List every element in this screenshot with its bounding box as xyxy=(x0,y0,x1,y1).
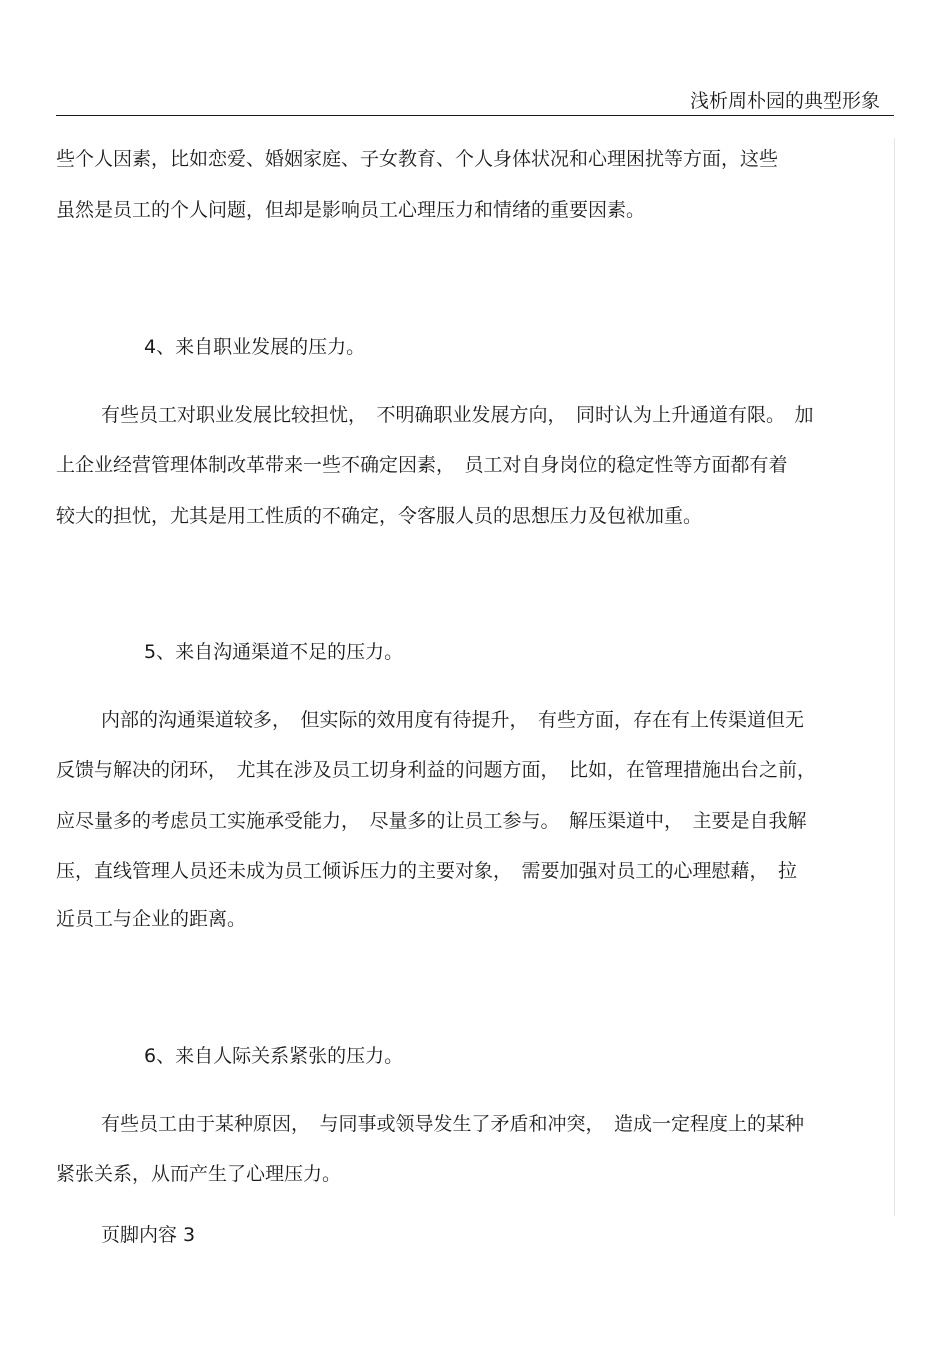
page-footer: 页脚内容 3 xyxy=(101,1224,196,1246)
text-line: 紧张关系，从而产生了心理压力。 xyxy=(56,1163,342,1185)
header-rule xyxy=(56,115,894,116)
text-line: 上企业经营管理体制改革带来一些不确定因素， 员工对自身岗位的稳定性等方面都有着 xyxy=(56,454,788,476)
text-line: 有些员工由于某种原因， 与同事或领导发生了矛盾和冲突， 造成一定程度上的某种 xyxy=(101,1113,805,1135)
text-line: 较大的担忧，尤其是用工性质的不确定，令客服人员的思想压力及包袱加重。 xyxy=(56,505,703,527)
text-line: 近员工与企业的距离。 xyxy=(56,908,247,930)
text-line: 虽然是员工的个人问题，但却是影响员工心理压力和情绪的重要因素。 xyxy=(56,199,646,221)
side-rule xyxy=(894,138,895,1216)
text-line: 内部的沟通渠道较多， 但实际的效用度有待提升， 有些方面，存在有上传渠道但无 xyxy=(101,709,805,731)
text-line: 有些员工对职业发展比较担忧， 不明确职业发展方向， 同时认为上升通道有限。 加 xyxy=(101,404,814,426)
section-heading: 5、来自沟通渠道不足的压力。 xyxy=(144,641,404,663)
text-line: 压，直线管理人员还未成为员工倾诉压力的主要对象， 需要加强对员工的心理慰藉， 拉 xyxy=(56,860,798,882)
text-line: 些个人因素，比如恋爱、婚姻家庭、子女教育、个人身体状况和心理困扰等方面，这些 xyxy=(56,148,779,170)
text-line: 反馈与解决的闭环， 尤其在涉及员工切身利益的问题方面， 比如，在管理措施出台之前， xyxy=(56,759,817,781)
header-title: 浅析周朴园的典型形象 xyxy=(689,90,880,112)
section-heading: 4、来自职业发展的压力。 xyxy=(144,336,366,358)
section-heading: 6、来自人际关系紧张的压力。 xyxy=(144,1045,404,1067)
text-line: 应尽量多的考虑员工实施承受能力， 尽量多的让员工参与。 解压渠道中， 主要是自我解 xyxy=(56,810,807,832)
